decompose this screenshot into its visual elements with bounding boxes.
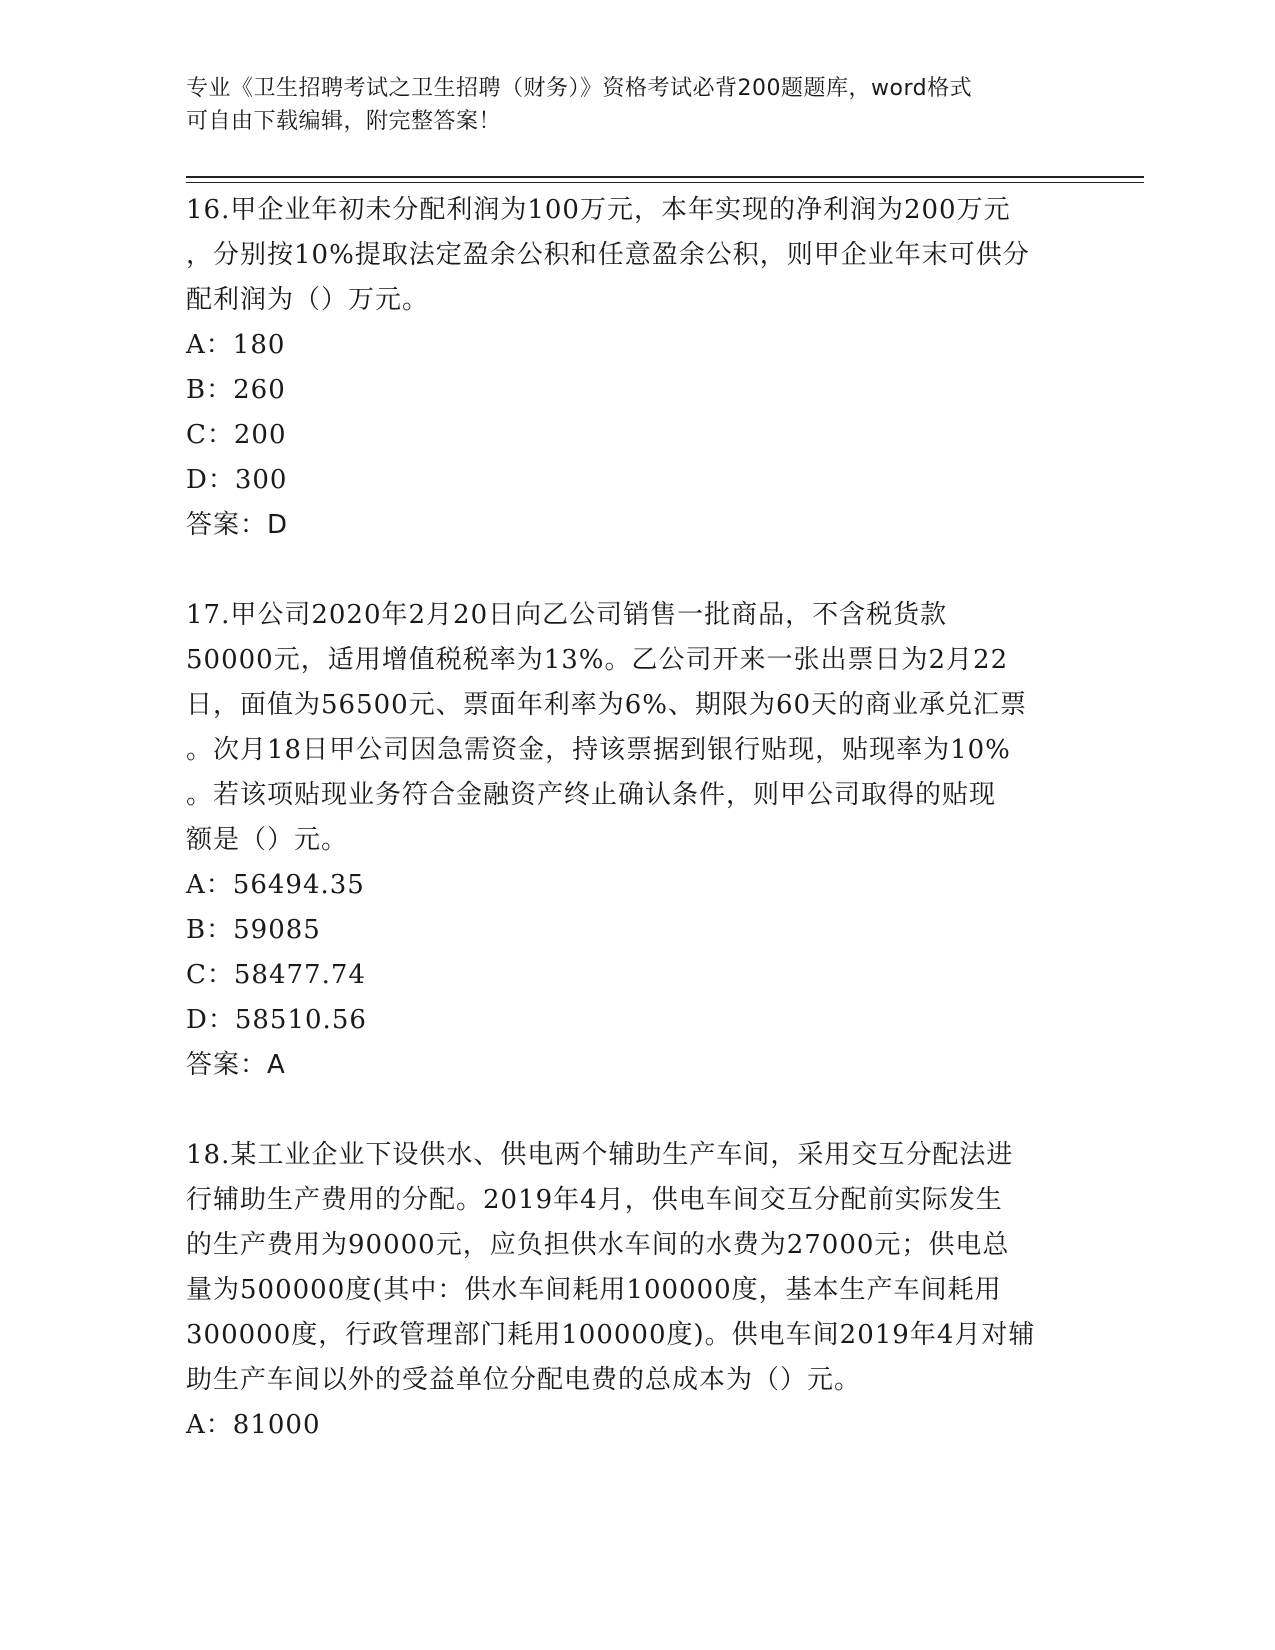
question-stem-line: 助生产车间以外的受益单位分配电费的总成本为（）元。 — [186, 1365, 862, 1395]
question-stem-line: 。次月18日甲公司因急需资金，持该票据到银行贴现，贴现率为10% — [186, 735, 1011, 765]
option-b: B：59085 — [186, 915, 321, 945]
option-d: D：300 — [186, 465, 288, 495]
option-a: A：180 — [186, 330, 286, 360]
question-stem-line: 。若该项贴现业务符合金融资产终止确认条件，则甲公司取得的贴现 — [186, 780, 997, 810]
question-spacer — [186, 548, 1086, 593]
question-stem-line: 量为500000度(其中：供水车间耗用100000度，基本生产车间耗用 — [186, 1275, 1002, 1305]
option-c: C：58477.74 — [186, 960, 366, 990]
header-title-line-1: 专业《卫生招聘考试之卫生招聘（财务）》资格考试必背200题题库，word格式 — [186, 76, 973, 101]
option-d: D：58510.56 — [186, 1005, 367, 1035]
option-c: C：200 — [186, 420, 287, 450]
question-stem-line: 300000度，行政管理部门耗用100000度)。供电车间2019年4月对辅 — [186, 1320, 1036, 1350]
question-16 — [186, 188, 1086, 548]
header-divider-thin — [186, 182, 1144, 183]
question-list — [186, 188, 1086, 1448]
question-stem-line: 额是（）元。 — [186, 825, 349, 855]
document-header — [186, 72, 1086, 138]
question-stem-line: 日，面值为56500元、票面年利率为6%、期限为60天的商业承兑汇票 — [186, 690, 1028, 720]
question-stem-line: 17.甲公司2020年2月20日向乙公司销售一批商品，不含税货款 — [186, 600, 948, 630]
option-a: A：56494.35 — [186, 870, 365, 900]
question-stem-line: 16.甲企业年初未分配利润为100万元，本年实现的净利润为200万元 — [186, 195, 1011, 225]
question-spacer — [186, 1088, 1086, 1133]
option-b: B：260 — [186, 375, 286, 405]
question-18 — [186, 1133, 1086, 1448]
option-a: A：81000 — [186, 1410, 321, 1440]
question-stem-line: 18.某工业企业下设供水、供电两个辅助生产车间，采用交互分配法进 — [186, 1140, 1014, 1170]
question-stem-line: 50000元，适用增值税税率为13%。乙公司开来一张出票日为2月22 — [186, 645, 1009, 675]
header-title-line-2: 可自由下载编辑，附完整答案！ — [186, 109, 502, 134]
question-stem-line: ，分别按10%提取法定盈余公积和任意盈余公积，则甲企业年末可供分 — [186, 240, 1030, 270]
question-stem-line: 行辅助生产费用的分配。2019年4月，供电车间交互分配前实际发生 — [186, 1185, 1003, 1215]
question-stem-line: 的生产费用为90000元，应负担供水车间的水费为27000元；供电总 — [186, 1230, 1010, 1260]
answer: 答案：A — [186, 1050, 286, 1080]
question-stem-line: 配利润为（）万元。 — [186, 285, 430, 315]
header-divider-thick — [186, 176, 1144, 178]
answer: 答案：D — [186, 510, 289, 540]
question-17 — [186, 593, 1086, 1088]
